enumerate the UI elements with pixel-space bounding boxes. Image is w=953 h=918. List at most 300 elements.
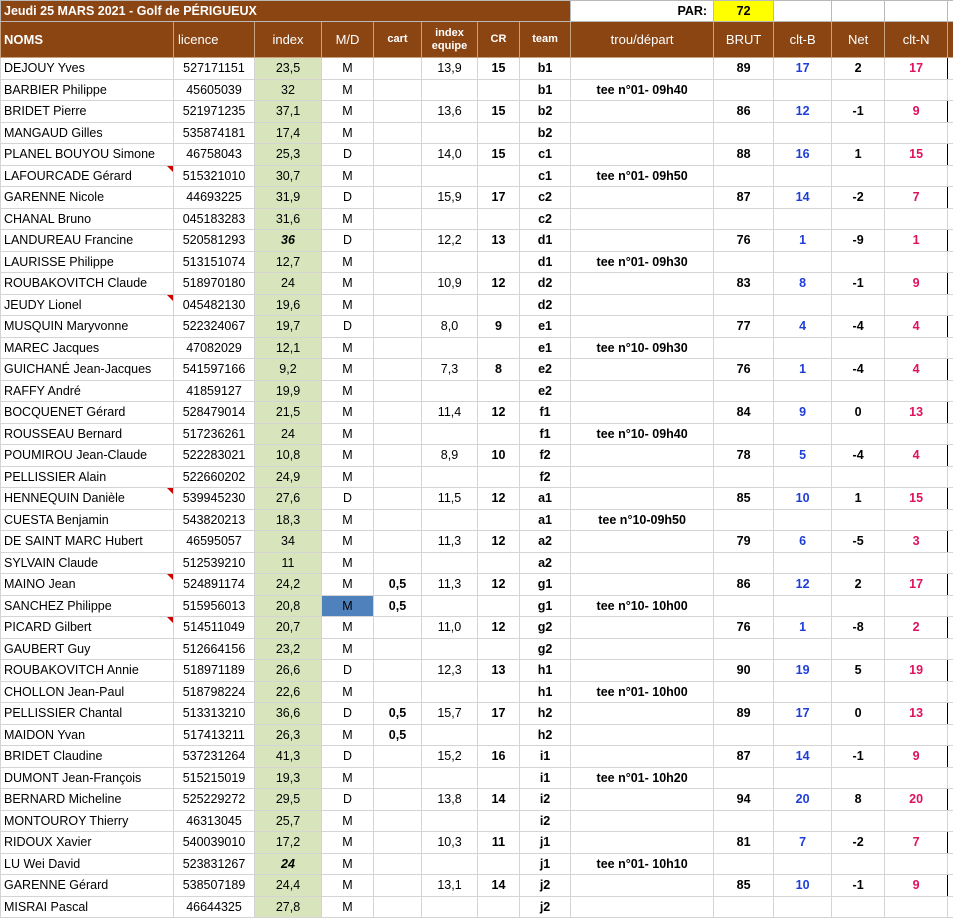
rank-brut-cell[interactable] bbox=[774, 466, 832, 488]
index-cell[interactable]: 34 bbox=[255, 531, 322, 553]
brut-score-cell[interactable] bbox=[714, 79, 774, 101]
licence-cell[interactable]: 512539210 bbox=[174, 552, 255, 574]
player-name-cell[interactable]: SANCHEZ Philippe bbox=[1, 595, 174, 617]
player-name-cell[interactable]: CUESTA Benjamin bbox=[1, 509, 174, 531]
index-cell[interactable]: 23,2 bbox=[255, 638, 322, 660]
gender-cell[interactable]: M bbox=[322, 79, 374, 101]
rank-net-cell[interactable] bbox=[885, 681, 948, 703]
index-cell[interactable]: 32 bbox=[255, 79, 322, 101]
cr-cell[interactable] bbox=[478, 810, 520, 832]
rank-net-cell[interactable] bbox=[885, 380, 948, 402]
net-score-cell[interactable] bbox=[832, 294, 885, 316]
net-score-cell[interactable]: 2 bbox=[832, 58, 885, 80]
rank-net-cell[interactable]: 19 bbox=[885, 660, 948, 682]
brut-score-cell[interactable]: 86 bbox=[714, 574, 774, 596]
licence-cell[interactable]: 47082029 bbox=[174, 337, 255, 359]
rank-brut-cell[interactable]: 10 bbox=[774, 875, 832, 897]
cr-cell[interactable]: 14 bbox=[478, 789, 520, 811]
index-equipe-cell[interactable]: 11,3 bbox=[422, 574, 478, 596]
tee-time-cell[interactable] bbox=[571, 832, 714, 854]
tee-time-cell[interactable] bbox=[571, 359, 714, 381]
cart-cell[interactable] bbox=[374, 144, 422, 166]
index-cell[interactable]: 17,4 bbox=[255, 122, 322, 144]
cr-cell[interactable] bbox=[478, 595, 520, 617]
rank-brut-cell[interactable]: 4 bbox=[774, 316, 832, 338]
cr-cell[interactable] bbox=[478, 724, 520, 746]
player-name-cell[interactable]: SYLVAIN Claude bbox=[1, 552, 174, 574]
team-cell[interactable]: j2 bbox=[520, 875, 571, 897]
gender-cell[interactable]: M bbox=[322, 294, 374, 316]
licence-cell[interactable]: 518971189 bbox=[174, 660, 255, 682]
licence-cell[interactable]: 513313210 bbox=[174, 703, 255, 725]
rank-brut-cell[interactable]: 19 bbox=[774, 660, 832, 682]
cart-cell[interactable] bbox=[374, 552, 422, 574]
index-cell[interactable]: 20,8 bbox=[255, 595, 322, 617]
player-name-cell[interactable]: MAINO Jean bbox=[1, 574, 174, 596]
index-cell[interactable]: 36 bbox=[255, 230, 322, 252]
gender-cell[interactable]: M bbox=[322, 101, 374, 123]
player-name-cell[interactable]: LAFOURCADE Gérard bbox=[1, 165, 174, 187]
licence-cell[interactable]: 513151074 bbox=[174, 251, 255, 273]
player-name-cell[interactable]: PLANEL BOUYOU Simone bbox=[1, 144, 174, 166]
team-cell[interactable]: e1 bbox=[520, 316, 571, 338]
rank-brut-cell[interactable] bbox=[774, 294, 832, 316]
team-cell[interactable]: d1 bbox=[520, 230, 571, 252]
rank-brut-cell[interactable]: 14 bbox=[774, 746, 832, 768]
cr-cell[interactable] bbox=[478, 853, 520, 875]
team-cell[interactable]: a1 bbox=[520, 488, 571, 510]
tee-time-cell[interactable] bbox=[571, 316, 714, 338]
team-cell[interactable]: f1 bbox=[520, 402, 571, 424]
licence-cell[interactable]: 522283021 bbox=[174, 445, 255, 467]
brut-score-cell[interactable] bbox=[714, 552, 774, 574]
index-equipe-cell[interactable] bbox=[422, 122, 478, 144]
net-score-cell[interactable] bbox=[832, 595, 885, 617]
tee-time-cell[interactable] bbox=[571, 552, 714, 574]
rank-net-cell[interactable] bbox=[885, 724, 948, 746]
index-cell[interactable]: 21,5 bbox=[255, 402, 322, 424]
brut-score-cell[interactable] bbox=[714, 595, 774, 617]
index-cell[interactable]: 24 bbox=[255, 273, 322, 295]
cr-cell[interactable]: 17 bbox=[478, 703, 520, 725]
index-equipe-cell[interactable]: 15,9 bbox=[422, 187, 478, 209]
cr-cell[interactable] bbox=[478, 165, 520, 187]
net-score-cell[interactable] bbox=[832, 79, 885, 101]
licence-cell[interactable]: 46644325 bbox=[174, 896, 255, 918]
rank-net-cell[interactable]: 9 bbox=[885, 101, 948, 123]
tee-time-cell[interactable]: tee n°01- 09h50 bbox=[571, 165, 714, 187]
rank-brut-cell[interactable]: 20 bbox=[774, 789, 832, 811]
player-name-cell[interactable]: BOCQUENET Gérard bbox=[1, 402, 174, 424]
team-cell[interactable]: h2 bbox=[520, 724, 571, 746]
index-equipe-cell[interactable] bbox=[422, 337, 478, 359]
cr-cell[interactable]: 12 bbox=[478, 488, 520, 510]
gender-cell[interactable]: M bbox=[322, 896, 374, 918]
cart-cell[interactable] bbox=[374, 810, 422, 832]
cr-cell[interactable] bbox=[478, 122, 520, 144]
index-cell[interactable]: 23,5 bbox=[255, 58, 322, 80]
index-equipe-cell[interactable]: 13,8 bbox=[422, 789, 478, 811]
gender-cell[interactable]: D bbox=[322, 316, 374, 338]
player-name-cell[interactable]: HENNEQUIN Danièle bbox=[1, 488, 174, 510]
tee-time-cell[interactable]: tee n°01- 10h20 bbox=[571, 767, 714, 789]
index-equipe-cell[interactable]: 12,2 bbox=[422, 230, 478, 252]
index-equipe-cell[interactable]: 11,4 bbox=[422, 402, 478, 424]
licence-cell[interactable]: 527171151 bbox=[174, 58, 255, 80]
gender-cell[interactable]: D bbox=[322, 230, 374, 252]
index-cell[interactable]: 37,1 bbox=[255, 101, 322, 123]
team-cell[interactable]: g1 bbox=[520, 595, 571, 617]
licence-cell[interactable]: 538507189 bbox=[174, 875, 255, 897]
cr-cell[interactable] bbox=[478, 466, 520, 488]
team-cell[interactable]: a1 bbox=[520, 509, 571, 531]
cart-cell[interactable] bbox=[374, 208, 422, 230]
rank-brut-cell[interactable] bbox=[774, 896, 832, 918]
rank-net-cell[interactable]: 17 bbox=[885, 58, 948, 80]
cr-cell[interactable]: 15 bbox=[478, 144, 520, 166]
tee-time-cell[interactable]: tee n°01- 09h40 bbox=[571, 79, 714, 101]
brut-score-cell[interactable] bbox=[714, 509, 774, 531]
cart-cell[interactable] bbox=[374, 58, 422, 80]
index-cell[interactable]: 10,8 bbox=[255, 445, 322, 467]
rank-net-cell[interactable]: 2 bbox=[885, 617, 948, 639]
index-cell[interactable]: 36,6 bbox=[255, 703, 322, 725]
brut-score-cell[interactable]: 76 bbox=[714, 617, 774, 639]
licence-cell[interactable]: 522324067 bbox=[174, 316, 255, 338]
tee-time-cell[interactable]: tee n°10- 10h00 bbox=[571, 595, 714, 617]
licence-cell[interactable]: 512664156 bbox=[174, 638, 255, 660]
index-cell[interactable]: 26,3 bbox=[255, 724, 322, 746]
net-score-cell[interactable] bbox=[832, 810, 885, 832]
index-equipe-cell[interactable] bbox=[422, 380, 478, 402]
licence-cell[interactable]: 46758043 bbox=[174, 144, 255, 166]
brut-score-cell[interactable]: 79 bbox=[714, 531, 774, 553]
rank-net-cell[interactable] bbox=[885, 165, 948, 187]
index-equipe-cell[interactable] bbox=[422, 595, 478, 617]
net-score-cell[interactable]: -4 bbox=[832, 316, 885, 338]
rank-net-cell[interactable] bbox=[885, 251, 948, 273]
gender-cell[interactable]: M bbox=[322, 724, 374, 746]
cart-cell[interactable] bbox=[374, 79, 422, 101]
index-cell[interactable]: 24 bbox=[255, 423, 322, 445]
player-name-cell[interactable]: PICARD Gilbert bbox=[1, 617, 174, 639]
cr-cell[interactable] bbox=[478, 208, 520, 230]
licence-cell[interactable]: 045482130 bbox=[174, 294, 255, 316]
tee-time-cell[interactable] bbox=[571, 810, 714, 832]
gender-cell[interactable]: M bbox=[322, 853, 374, 875]
gender-cell[interactable]: M bbox=[322, 337, 374, 359]
licence-cell[interactable]: 520581293 bbox=[174, 230, 255, 252]
index-equipe-cell[interactable] bbox=[422, 165, 478, 187]
index-equipe-cell[interactable] bbox=[422, 853, 478, 875]
cr-cell[interactable]: 12 bbox=[478, 402, 520, 424]
net-score-cell[interactable]: 8 bbox=[832, 789, 885, 811]
brut-score-cell[interactable]: 76 bbox=[714, 359, 774, 381]
index-cell[interactable]: 24,9 bbox=[255, 466, 322, 488]
cr-cell[interactable]: 9 bbox=[478, 316, 520, 338]
licence-cell[interactable]: 522660202 bbox=[174, 466, 255, 488]
index-equipe-cell[interactable] bbox=[422, 552, 478, 574]
cart-cell[interactable] bbox=[374, 273, 422, 295]
index-cell[interactable]: 19,7 bbox=[255, 316, 322, 338]
net-score-cell[interactable] bbox=[832, 122, 885, 144]
player-name-cell[interactable]: CHOLLON Jean-Paul bbox=[1, 681, 174, 703]
rank-net-cell[interactable] bbox=[885, 595, 948, 617]
team-cell[interactable]: e1 bbox=[520, 337, 571, 359]
cart-cell[interactable] bbox=[374, 423, 422, 445]
player-name-cell[interactable]: DE SAINT MARC Hubert bbox=[1, 531, 174, 553]
player-name-cell[interactable]: GARENNE Nicole bbox=[1, 187, 174, 209]
index-equipe-cell[interactable]: 15,7 bbox=[422, 703, 478, 725]
cr-cell[interactable]: 13 bbox=[478, 230, 520, 252]
cart-cell[interactable] bbox=[374, 789, 422, 811]
tee-time-cell[interactable] bbox=[571, 294, 714, 316]
index-equipe-cell[interactable]: 13,1 bbox=[422, 875, 478, 897]
rank-net-cell[interactable] bbox=[885, 466, 948, 488]
index-equipe-cell[interactable]: 7,3 bbox=[422, 359, 478, 381]
licence-cell[interactable]: 525229272 bbox=[174, 789, 255, 811]
index-equipe-cell[interactable] bbox=[422, 767, 478, 789]
brut-score-cell[interactable]: 76 bbox=[714, 230, 774, 252]
index-cell[interactable]: 12,7 bbox=[255, 251, 322, 273]
brut-score-cell[interactable] bbox=[714, 380, 774, 402]
net-score-cell[interactable]: 2 bbox=[832, 574, 885, 596]
team-cell[interactable]: c2 bbox=[520, 208, 571, 230]
tee-time-cell[interactable]: tee n°01- 10h10 bbox=[571, 853, 714, 875]
brut-score-cell[interactable] bbox=[714, 681, 774, 703]
player-name-cell[interactable]: DUMONT Jean-François bbox=[1, 767, 174, 789]
cart-cell[interactable] bbox=[374, 638, 422, 660]
team-cell[interactable]: f2 bbox=[520, 466, 571, 488]
tee-time-cell[interactable]: tee n°10-09h50 bbox=[571, 509, 714, 531]
tee-time-cell[interactable] bbox=[571, 230, 714, 252]
licence-cell[interactable]: 518798224 bbox=[174, 681, 255, 703]
brut-score-cell[interactable] bbox=[714, 810, 774, 832]
index-cell[interactable]: 19,9 bbox=[255, 380, 322, 402]
gender-cell[interactable]: D bbox=[322, 660, 374, 682]
net-score-cell[interactable]: 0 bbox=[832, 402, 885, 424]
index-cell[interactable]: 20,7 bbox=[255, 617, 322, 639]
brut-score-cell[interactable]: 89 bbox=[714, 703, 774, 725]
net-score-cell[interactable] bbox=[832, 423, 885, 445]
index-cell[interactable]: 18,3 bbox=[255, 509, 322, 531]
rank-brut-cell[interactable]: 8 bbox=[774, 273, 832, 295]
cart-cell[interactable] bbox=[374, 230, 422, 252]
player-name-cell[interactable]: POUMIROU Jean-Claude bbox=[1, 445, 174, 467]
cart-cell[interactable]: 0,5 bbox=[374, 574, 422, 596]
net-score-cell[interactable]: -2 bbox=[832, 187, 885, 209]
player-name-cell[interactable]: GUICHANÉ Jean-Jacques bbox=[1, 359, 174, 381]
gender-cell[interactable]: M bbox=[322, 531, 374, 553]
rank-net-cell[interactable] bbox=[885, 337, 948, 359]
net-score-cell[interactable]: -1 bbox=[832, 746, 885, 768]
brut-score-cell[interactable] bbox=[714, 724, 774, 746]
player-name-cell[interactable]: MUSQUIN Maryvonne bbox=[1, 316, 174, 338]
index-cell[interactable]: 25,3 bbox=[255, 144, 322, 166]
cart-cell[interactable] bbox=[374, 853, 422, 875]
index-equipe-cell[interactable]: 8,9 bbox=[422, 445, 478, 467]
rank-brut-cell[interactable] bbox=[774, 380, 832, 402]
rank-brut-cell[interactable] bbox=[774, 638, 832, 660]
cart-cell[interactable] bbox=[374, 488, 422, 510]
licence-cell[interactable]: 515956013 bbox=[174, 595, 255, 617]
rank-brut-cell[interactable]: 14 bbox=[774, 187, 832, 209]
rank-net-cell[interactable]: 1 bbox=[885, 230, 948, 252]
player-name-cell[interactable]: MAREC Jacques bbox=[1, 337, 174, 359]
rank-brut-cell[interactable]: 1 bbox=[774, 230, 832, 252]
cr-cell[interactable]: 12 bbox=[478, 617, 520, 639]
gender-cell[interactable]: M bbox=[322, 832, 374, 854]
gender-cell[interactable]: M bbox=[322, 122, 374, 144]
cart-cell[interactable] bbox=[374, 122, 422, 144]
rank-net-cell[interactable] bbox=[885, 208, 948, 230]
rank-net-cell[interactable] bbox=[885, 79, 948, 101]
rank-net-cell[interactable]: 4 bbox=[885, 445, 948, 467]
index-cell[interactable]: 24,4 bbox=[255, 875, 322, 897]
cart-cell[interactable] bbox=[374, 896, 422, 918]
rank-net-cell[interactable] bbox=[885, 423, 948, 445]
brut-score-cell[interactable]: 90 bbox=[714, 660, 774, 682]
net-score-cell[interactable]: -1 bbox=[832, 101, 885, 123]
gender-cell[interactable]: M bbox=[322, 423, 374, 445]
net-score-cell[interactable]: -2 bbox=[832, 832, 885, 854]
gender-cell[interactable]: M bbox=[322, 767, 374, 789]
index-cell[interactable]: 31,6 bbox=[255, 208, 322, 230]
player-name-cell[interactable]: JEUDY Lionel bbox=[1, 294, 174, 316]
brut-score-cell[interactable] bbox=[714, 294, 774, 316]
rank-net-cell[interactable] bbox=[885, 767, 948, 789]
licence-cell[interactable]: 46595057 bbox=[174, 531, 255, 553]
licence-cell[interactable]: 543820213 bbox=[174, 509, 255, 531]
team-cell[interactable]: a2 bbox=[520, 552, 571, 574]
rank-brut-cell[interactable] bbox=[774, 853, 832, 875]
tee-time-cell[interactable] bbox=[571, 875, 714, 897]
player-name-cell[interactable]: BRIDET Pierre bbox=[1, 101, 174, 123]
index-cell[interactable]: 41,3 bbox=[255, 746, 322, 768]
team-cell[interactable]: e2 bbox=[520, 359, 571, 381]
rank-brut-cell[interactable] bbox=[774, 208, 832, 230]
tee-time-cell[interactable]: tee n°01- 09h30 bbox=[571, 251, 714, 273]
index-cell[interactable]: 31,9 bbox=[255, 187, 322, 209]
player-name-cell[interactable]: LANDUREAU Francine bbox=[1, 230, 174, 252]
tee-time-cell[interactable] bbox=[571, 488, 714, 510]
index-equipe-cell[interactable] bbox=[422, 423, 478, 445]
gender-cell[interactable]: M bbox=[322, 58, 374, 80]
net-score-cell[interactable] bbox=[832, 466, 885, 488]
tee-time-cell[interactable] bbox=[571, 724, 714, 746]
player-name-cell[interactable]: GARENNE Gérard bbox=[1, 875, 174, 897]
team-cell[interactable]: e2 bbox=[520, 380, 571, 402]
rank-net-cell[interactable]: 17 bbox=[885, 574, 948, 596]
index-cell[interactable]: 19,3 bbox=[255, 767, 322, 789]
rank-net-cell[interactable] bbox=[885, 294, 948, 316]
player-name-cell[interactable]: RAFFY André bbox=[1, 380, 174, 402]
cart-cell[interactable] bbox=[374, 681, 422, 703]
tee-time-cell[interactable] bbox=[571, 746, 714, 768]
index-cell[interactable]: 19,6 bbox=[255, 294, 322, 316]
index-equipe-cell[interactable] bbox=[422, 724, 478, 746]
net-score-cell[interactable] bbox=[832, 337, 885, 359]
net-score-cell[interactable]: 0 bbox=[832, 703, 885, 725]
cart-cell[interactable] bbox=[374, 660, 422, 682]
brut-score-cell[interactable]: 88 bbox=[714, 144, 774, 166]
rank-net-cell[interactable] bbox=[885, 810, 948, 832]
empty-cell[interactable] bbox=[832, 1, 885, 22]
cr-cell[interactable]: 11 bbox=[478, 832, 520, 854]
player-name-cell[interactable]: BRIDET Claudine bbox=[1, 746, 174, 768]
gender-cell[interactable]: M bbox=[322, 359, 374, 381]
index-equipe-cell[interactable]: 13,9 bbox=[422, 58, 478, 80]
player-name-cell[interactable]: BERNARD Micheline bbox=[1, 789, 174, 811]
gender-cell[interactable]: M bbox=[322, 509, 374, 531]
team-cell[interactable]: j1 bbox=[520, 853, 571, 875]
brut-score-cell[interactable]: 85 bbox=[714, 875, 774, 897]
cart-cell[interactable] bbox=[374, 531, 422, 553]
tee-time-cell[interactable] bbox=[571, 466, 714, 488]
gender-cell[interactable]: M bbox=[322, 208, 374, 230]
rank-brut-cell[interactable]: 7 bbox=[774, 832, 832, 854]
index-equipe-cell[interactable] bbox=[422, 681, 478, 703]
cr-cell[interactable]: 15 bbox=[478, 101, 520, 123]
rank-brut-cell[interactable]: 17 bbox=[774, 703, 832, 725]
cart-cell[interactable] bbox=[374, 101, 422, 123]
team-cell[interactable]: d2 bbox=[520, 273, 571, 295]
player-name-cell[interactable]: MONTOUROY Thierry bbox=[1, 810, 174, 832]
rank-net-cell[interactable]: 20 bbox=[885, 789, 948, 811]
tee-time-cell[interactable] bbox=[571, 617, 714, 639]
team-cell[interactable]: h1 bbox=[520, 681, 571, 703]
team-cell[interactable]: j1 bbox=[520, 832, 571, 854]
net-score-cell[interactable] bbox=[832, 896, 885, 918]
cr-cell[interactable]: 10 bbox=[478, 445, 520, 467]
index-cell[interactable]: 9,2 bbox=[255, 359, 322, 381]
index-equipe-cell[interactable]: 15,2 bbox=[422, 746, 478, 768]
player-name-cell[interactable]: GAUBERT Guy bbox=[1, 638, 174, 660]
index-equipe-cell[interactable]: 10,3 bbox=[422, 832, 478, 854]
cr-cell[interactable] bbox=[478, 423, 520, 445]
cart-cell[interactable] bbox=[374, 445, 422, 467]
rank-net-cell[interactable] bbox=[885, 122, 948, 144]
cr-cell[interactable] bbox=[478, 681, 520, 703]
team-cell[interactable]: i1 bbox=[520, 767, 571, 789]
brut-score-cell[interactable]: 87 bbox=[714, 746, 774, 768]
rank-brut-cell[interactable]: 9 bbox=[774, 402, 832, 424]
tee-time-cell[interactable] bbox=[571, 531, 714, 553]
net-score-cell[interactable]: -9 bbox=[832, 230, 885, 252]
index-equipe-cell[interactable]: 12,3 bbox=[422, 660, 478, 682]
rank-brut-cell[interactable] bbox=[774, 681, 832, 703]
gender-cell[interactable]: M bbox=[322, 810, 374, 832]
rank-brut-cell[interactable]: 17 bbox=[774, 58, 832, 80]
rank-brut-cell[interactable] bbox=[774, 552, 832, 574]
team-cell[interactable]: h2 bbox=[520, 703, 571, 725]
team-cell[interactable]: g2 bbox=[520, 617, 571, 639]
rank-brut-cell[interactable] bbox=[774, 251, 832, 273]
par-value[interactable]: 72 bbox=[714, 1, 774, 22]
rank-net-cell[interactable]: 13 bbox=[885, 703, 948, 725]
team-cell[interactable]: i1 bbox=[520, 746, 571, 768]
cr-cell[interactable]: 15 bbox=[478, 58, 520, 80]
brut-score-cell[interactable]: 86 bbox=[714, 101, 774, 123]
index-equipe-cell[interactable]: 14,0 bbox=[422, 144, 478, 166]
tee-time-cell[interactable] bbox=[571, 574, 714, 596]
net-score-cell[interactable]: 1 bbox=[832, 144, 885, 166]
cr-cell[interactable]: 12 bbox=[478, 574, 520, 596]
empty-cell[interactable] bbox=[774, 1, 832, 22]
gender-cell[interactable]: M bbox=[322, 251, 374, 273]
brut-score-cell[interactable]: 78 bbox=[714, 445, 774, 467]
rank-net-cell[interactable] bbox=[885, 552, 948, 574]
